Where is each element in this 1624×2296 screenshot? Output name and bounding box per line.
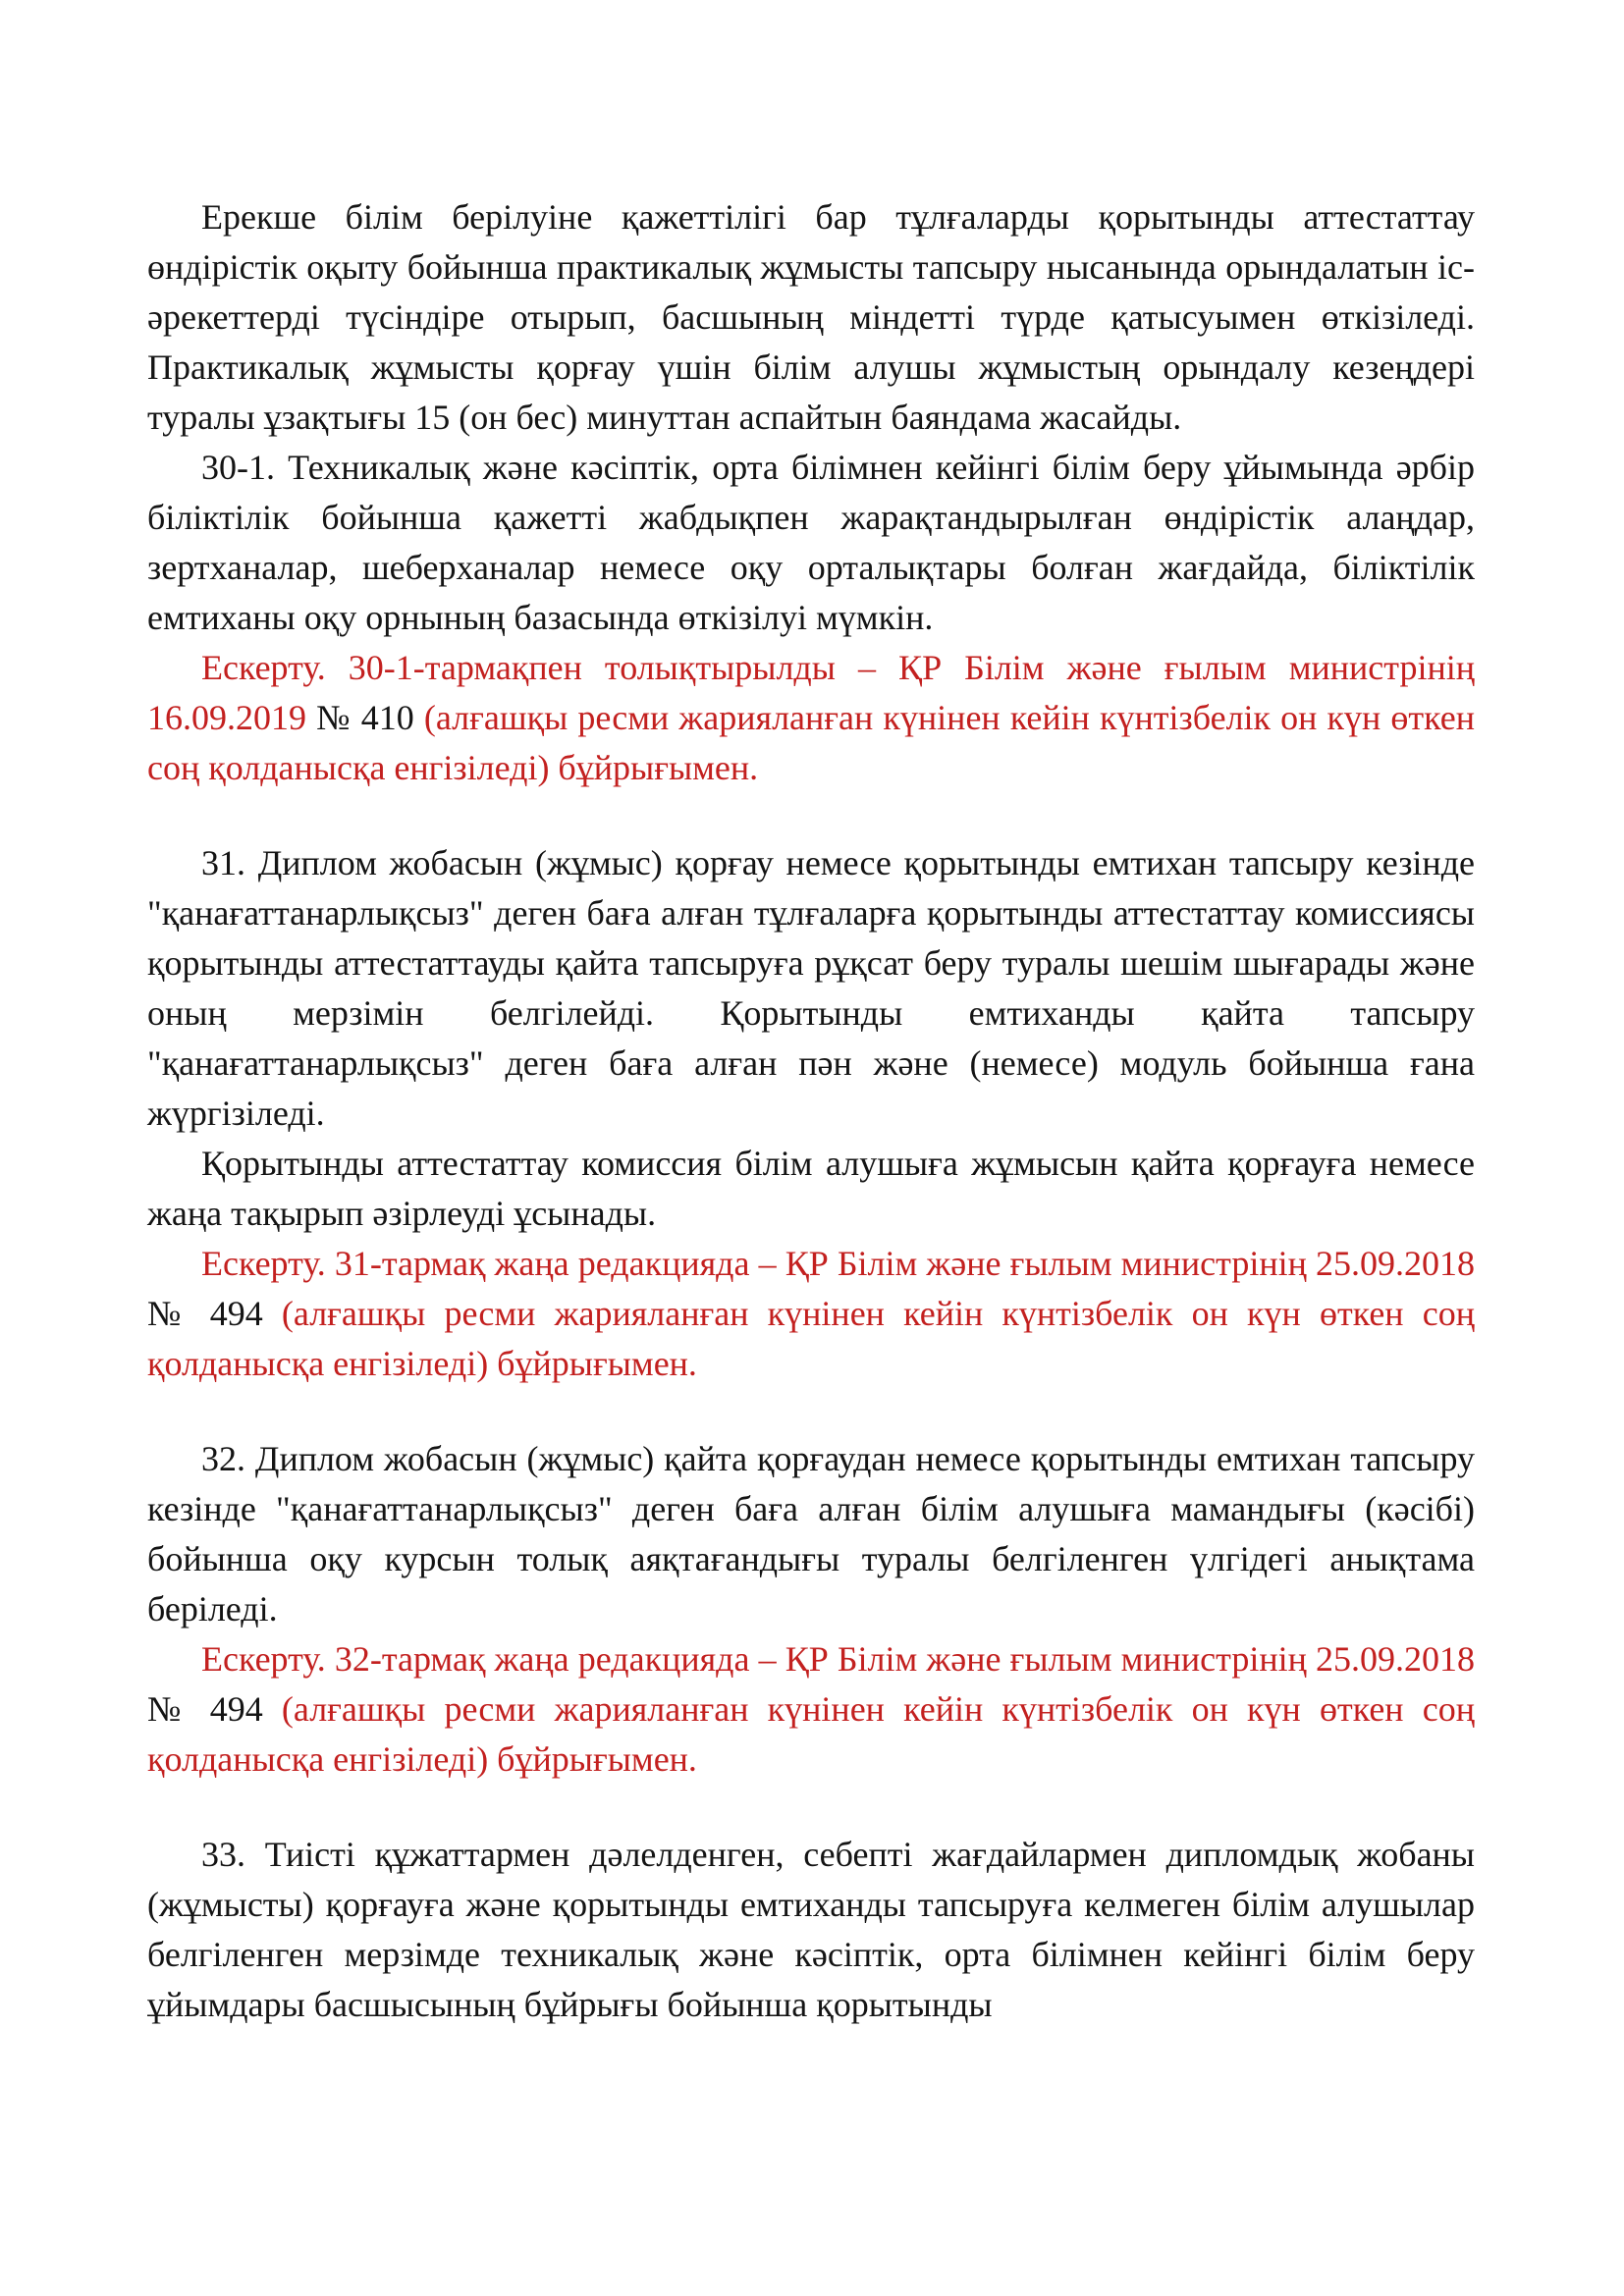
paragraph-text: № 494 <box>147 1689 282 1729</box>
amendment-note-text: Ескерту. 32-тармақ жаңа редакцияда – ҚР Білім және ғылым министрінің 25.09.2018 <box>201 1639 1475 1679</box>
amendment-note-text: Ескерту. 30-1-тармақпен толықтырылды – ҚР Білім және ғылым министрінің 16.09.2019 <box>147 648 1475 737</box>
para-33 <box>147 1830 1475 2030</box>
note-30-1-amendment <box>147 643 1475 793</box>
document-page <box>147 192 1475 2030</box>
paragraph-text: № 410 <box>316 698 424 737</box>
paragraph-text: Ерекше білім берілуіне қажеттілігі бар тұлғаларды қорытынды аттестаттау өндірістік оқыту бойынша практикалық жұмысты тапсыру нысанында орындалатын іс-әрекеттерді түсіндіре отырып, басшының міндетті түрде қатысуымен өткізіледі. Практикалық жұмысты қорғау үшін білім алушы жұмыстың орындалу кезеңдері туралы ұзақтығы 15 (он бес) минуттан аспайтын баяндама жасайды. <box>147 197 1475 437</box>
amendment-note-text: (алғашқы ресми жарияланған күнінен кейін күнтізбелік он күн өткен соң қолданысқа енгізіледі) бұйрығымен. <box>147 1689 1475 1779</box>
paragraph-text: 33. Тиісті құжаттармен дәлелденген, себепті жағдайлармен дипломдық жобаны (жұмысты) қорғауға және қорытынды емтиханды тапсыруға келмеген білім алушылар белгіленген мерзімде техникалық және кәсіптік, орта білімнен кейінгі білім беру ұйымдары басшысының бұйрығы бойынша қорытынды <box>147 1835 1475 2024</box>
paragraph-text: Қорытынды аттестаттау комиссия білім алушыға жұмысын қайта қорғауға немесе жаңа тақырып әзірлеуді ұсынады. <box>147 1144 1475 1233</box>
amendment-note-text: Ескерту. 31-тармақ жаңа редакцияда – ҚР Білім және ғылым министрінің 25.09.2018 <box>201 1244 1475 1283</box>
note-31-amendment <box>147 1239 1475 1389</box>
paragraph-text: № 494 <box>147 1294 282 1333</box>
amendment-note-text: (алғашқы ресми жарияланған күнінен кейін күнтізбелік он күн өткен соң қолданысқа енгізіледі) бұйрығымен. <box>147 698 1475 787</box>
para-special-education <box>147 192 1475 443</box>
paragraph-text: 32. Диплом жобасын (жұмыс) қайта қорғаудан немесе қорытынды емтихан тапсыру кезінде "қанағаттанарлықсыз" деген баға алған білім алушыға мамандығы (кәсібі) бойынша оқу курсын толық аяқтағандығы туралы белгіленген үлгідегі анықтама беріледі. <box>147 1439 1475 1629</box>
para-32 <box>147 1434 1475 1634</box>
paragraph-text: 31. Диплом жобасын (жұмыс) қорғау немесе қорытынды емтихан тапсыру кезінде "қанағаттанарлықсыз" деген баға алған тұлғаларға қорытынды аттестаттау комиссиясы қорытынды аттестаттауды қайта тапсыруға рұқсат беру туралы шешім шығарады және оның мерзімін белгілейді. Қорытынды емтиханды қайта тапсыру "қанағаттанарлықсыз" деген баға алған пән және (немесе) модуль бойынша ғана жүргізіледі. <box>147 843 1475 1133</box>
paragraph-text: 30-1. Техникалық және кәсіптік, орта білімнен кейінгі білім беру ұйымында әрбір біліктілік бойынша қажетті жабдықпен жарақтандырылған өндірістік алаңдар, зертханалар, шеберханалар немесе оқу орталықтары болған жағдайда, біліктілік емтиханы оқу орнының базасында өткізілуі мүмкін. <box>147 448 1475 637</box>
amendment-note-text: (алғашқы ресми жарияланған күнінен кейін күнтізбелік он күн өткен соң қолданысқа енгізіледі) бұйрығымен. <box>147 1294 1475 1383</box>
para-31-continuation <box>147 1139 1475 1239</box>
para-31 <box>147 838 1475 1139</box>
para-30-1 <box>147 443 1475 643</box>
note-32-amendment <box>147 1634 1475 1785</box>
